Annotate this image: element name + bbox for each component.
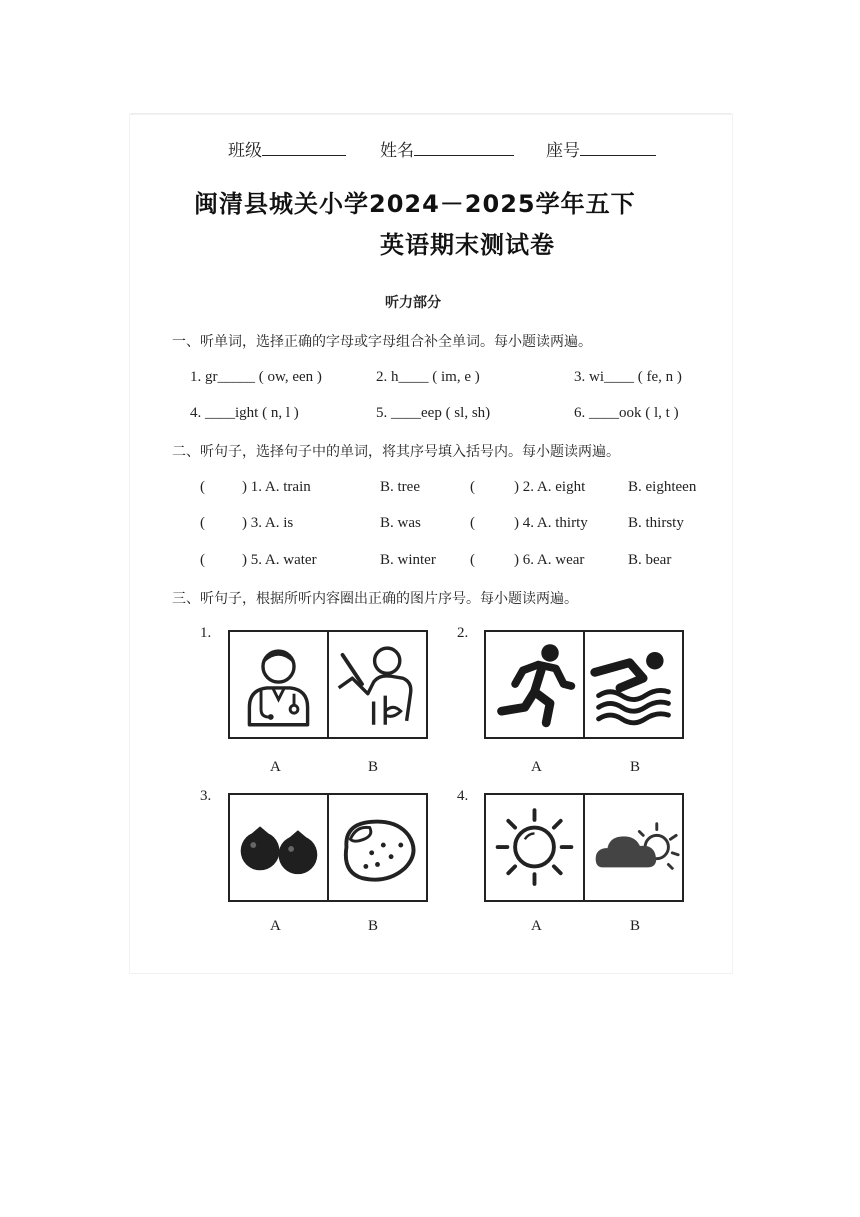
section-heading: 听力部分 — [385, 295, 441, 311]
option-label-a[interactable]: A — [531, 759, 542, 775]
question-number: 1. — [200, 625, 212, 641]
seat-label: 座号 — [546, 141, 580, 161]
question-number: 3. — [200, 788, 212, 804]
seat-field — [546, 136, 656, 161]
sun-icon[interactable] — [486, 795, 583, 900]
teacher-icon[interactable] — [329, 632, 426, 737]
part2-option-a: ) 4. A. thirty — [514, 515, 588, 531]
option-label-b[interactable]: B — [630, 759, 641, 775]
part2-option-b: B. winter — [380, 552, 436, 568]
part2-option-b: B. thirsty — [628, 515, 684, 531]
part2-option-b: B. was — [380, 515, 421, 531]
part3-instruction: 三、听句子，根据所听内容圈出正确的图片序号。每小题读两遍。 — [172, 591, 578, 607]
page-title: 闽清县城关小学2024－2025学年五下 — [194, 190, 636, 218]
doctor-icon[interactable] — [230, 632, 327, 737]
cloudy-icon[interactable] — [585, 795, 682, 900]
answer-paren[interactable]: ( — [470, 552, 475, 568]
part1-item: 2. h____ ( im, e ) — [376, 369, 480, 385]
answer-paren[interactable]: ( — [200, 479, 205, 495]
class-field — [228, 136, 346, 161]
part2-option-a: ) 3. A. is — [242, 515, 294, 531]
picture-pair-q2 — [484, 630, 684, 739]
seat-blank[interactable] — [580, 139, 656, 156]
picture-pair-q3 — [228, 793, 428, 902]
answer-paren[interactable]: ( — [200, 515, 205, 531]
option-label-a[interactable]: A — [270, 918, 281, 934]
part2-option-a: ) 2. A. eight — [514, 479, 586, 495]
part2-option-b: B. tree — [380, 479, 420, 495]
picture-pair-q1 — [228, 630, 428, 739]
name-blank[interactable] — [414, 139, 514, 156]
part1-instruction: 一、听单词，选择正确的字母或字母组合补全单词。每小题读两遍。 — [172, 334, 592, 350]
running-icon[interactable] — [486, 632, 583, 737]
class-blank[interactable] — [262, 139, 346, 156]
page-subtitle: 英语期末测试卷 — [380, 231, 555, 259]
potato-icon[interactable] — [329, 795, 426, 900]
picture-pair-q4 — [484, 793, 684, 902]
part2-option-a: ) 1. A. train — [242, 479, 311, 495]
part1-item: 3. wi____ ( fe, n ) — [574, 369, 682, 385]
option-label-b[interactable]: B — [630, 918, 641, 934]
swimming-icon[interactable] — [585, 632, 682, 737]
part1-item: 1. gr_____ ( ow, een ) — [190, 369, 322, 385]
question-number: 4. — [457, 788, 469, 804]
option-label-b[interactable]: B — [368, 759, 379, 775]
question-number: 2. — [457, 625, 469, 641]
tomatoes-icon[interactable] — [230, 795, 327, 900]
option-label-a[interactable]: A — [531, 918, 542, 934]
answer-paren[interactable]: ( — [200, 552, 205, 568]
answer-paren[interactable]: ( — [470, 479, 475, 495]
option-label-a[interactable]: A — [270, 759, 281, 775]
part1-item: 6. ____ook ( l, t ) — [574, 405, 679, 421]
name-label: 姓名 — [380, 141, 414, 161]
part2-instruction: 二、听句子，选择句子中的单词，将其序号填入括号内。每小题读两遍。 — [172, 444, 620, 460]
part2-option-a: ) 6. A. wear — [514, 552, 585, 568]
answer-paren[interactable]: ( — [470, 515, 475, 531]
class-label: 班级 — [228, 141, 262, 161]
part1-item: 4. ____ight ( n, l ) — [190, 405, 299, 421]
part2-option-b: B. bear — [628, 552, 672, 568]
part2-option-b: B. eighteen — [628, 479, 697, 495]
name-field — [380, 136, 514, 161]
option-label-b[interactable]: B — [368, 918, 379, 934]
part2-option-a: ) 5. A. water — [242, 552, 317, 568]
part1-item: 5. ____eep ( sl, sh) — [376, 405, 491, 421]
